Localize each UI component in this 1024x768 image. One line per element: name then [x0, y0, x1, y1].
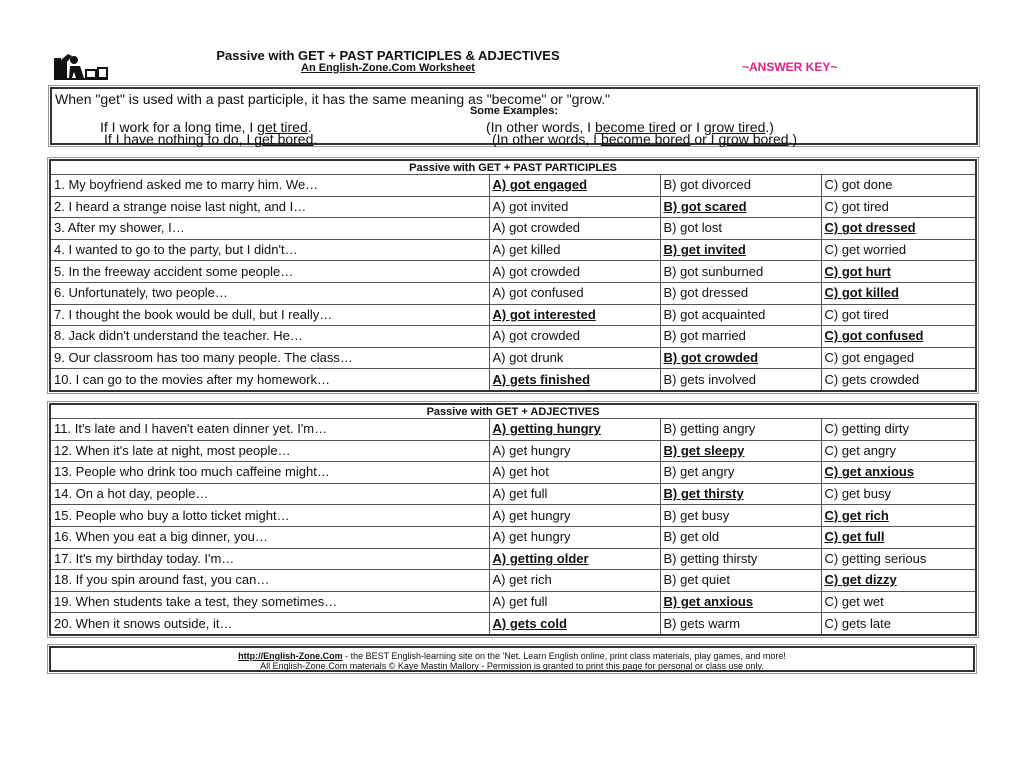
- option-c: C) get anxious: [821, 462, 976, 484]
- english-zone-logo: [52, 50, 110, 80]
- examples-heading: Some Examples:: [469, 105, 559, 117]
- question-text: 19. When students take a test, they sometimes…: [50, 591, 489, 613]
- question-row: [50, 304, 976, 326]
- option-b: B) get anxious: [660, 591, 821, 613]
- question-text: 2. I heard a strange noise last night, and I…: [50, 196, 489, 218]
- question-text: 1. My boyfriend asked me to marry him. We…: [50, 175, 489, 197]
- option-b: B) gets warm: [660, 613, 821, 635]
- site-link[interactable]: http://English-Zone.Com: [238, 651, 343, 661]
- section-heading: Passive with GET + ADJECTIVES: [50, 404, 976, 419]
- question-row: [50, 462, 976, 484]
- intro-box: [50, 87, 978, 145]
- question-row: [50, 175, 976, 197]
- question-text: 11. It's late and I haven't eaten dinner yet. I'm…: [50, 419, 489, 441]
- example-note-1: (In other words, I become tired or I grow tired.): [486, 119, 774, 135]
- section-heading: Passive with GET + PAST PARTICIPLES: [50, 160, 976, 175]
- intro-statement: When "get" is used with a past participle, it has the same meaning as "become" or "grow.": [55, 91, 611, 107]
- option-c: C) got killed: [821, 282, 976, 304]
- question-text: 12. When it's late at night, most people…: [50, 440, 489, 462]
- question-row: [50, 261, 976, 283]
- option-a: A) got crowded: [489, 261, 660, 283]
- question-text: 16. When you eat a big dinner, you…: [50, 526, 489, 548]
- option-b: B) get angry: [660, 462, 821, 484]
- question-row: [50, 419, 976, 441]
- option-a: A) get full: [489, 591, 660, 613]
- question-text: 14. On a hot day, people…: [50, 483, 489, 505]
- question-text: 8. Jack didn't understand the teacher. He…: [50, 326, 489, 348]
- option-a: A) got interested: [489, 304, 660, 326]
- option-c: C) got confused: [821, 326, 976, 348]
- option-c: C) getting serious: [821, 548, 976, 570]
- option-a: A) get hot: [489, 462, 660, 484]
- question-text: 6. Unfortunately, two people…: [50, 282, 489, 304]
- option-a: A) got crowded: [489, 326, 660, 348]
- option-c: C) got hurt: [821, 261, 976, 283]
- example-1: If I work for a long time, I get tired.: [100, 119, 312, 135]
- example-note-2: (In other words, I become bored or I grow bored.): [492, 131, 798, 147]
- option-a: A) got engaged: [489, 175, 660, 197]
- question-text: 3. After my shower, I…: [50, 218, 489, 240]
- question-row: [50, 369, 976, 391]
- option-b: B) getting thirsty: [660, 548, 821, 570]
- option-c: C) got dressed: [821, 218, 976, 240]
- example-2: If I have nothing to do, I get bored.: [104, 131, 318, 147]
- worksheet-subtitle: An English-Zone.Com Worksheet: [301, 62, 475, 74]
- option-b: B) get quiet: [660, 570, 821, 592]
- option-a: A) getting older: [489, 548, 660, 570]
- question-row: [50, 347, 976, 369]
- option-c: C) gets late: [821, 613, 976, 635]
- question-text: 15. People who buy a lotto ticket might…: [50, 505, 489, 527]
- option-a: A) gets cold: [489, 613, 660, 635]
- option-a: A) get full: [489, 483, 660, 505]
- answer-key-label: ~ANSWER KEY~: [742, 60, 838, 74]
- option-a: A) got confused: [489, 282, 660, 304]
- option-a: A) get hungry: [489, 505, 660, 527]
- question-row: [50, 196, 976, 218]
- option-b: B) got sunburned: [660, 261, 821, 283]
- adjectives-table: [49, 403, 977, 636]
- option-c: C) gets crowded: [821, 369, 976, 391]
- option-c: C) getting dirty: [821, 419, 976, 441]
- option-c: C) get worried: [821, 239, 976, 261]
- question-row: [50, 440, 976, 462]
- footer-line-2: All English-Zone.Com materials © Kaye Mastin Mallory - Permission is granted to print this page for personal or class use only.: [260, 661, 764, 671]
- option-c: C) get wet: [821, 591, 976, 613]
- option-b: B) gets involved: [660, 369, 821, 391]
- question-text: 17. It's my birthday today. I'm…: [50, 548, 489, 570]
- option-a: A) get rich: [489, 570, 660, 592]
- option-b: B) get old: [660, 526, 821, 548]
- question-text: 10. I can go to the movies after my homework…: [50, 369, 489, 391]
- option-c: C) get dizzy: [821, 570, 976, 592]
- option-b: B) got acquainted: [660, 304, 821, 326]
- footer: [49, 646, 975, 672]
- question-row: [50, 548, 976, 570]
- option-c: C) got tired: [821, 196, 976, 218]
- option-b: B) get sleepy: [660, 440, 821, 462]
- option-b: B) got married: [660, 326, 821, 348]
- question-row: [50, 526, 976, 548]
- option-b: B) got scared: [660, 196, 821, 218]
- option-b: B) get busy: [660, 505, 821, 527]
- option-b: B) got lost: [660, 218, 821, 240]
- question-row: [50, 326, 976, 348]
- question-row: [50, 483, 976, 505]
- option-c: C) got engaged: [821, 347, 976, 369]
- question-text: 7. I thought the book would be dull, but I really…: [50, 304, 489, 326]
- option-b: B) get thirsty: [660, 483, 821, 505]
- option-a: A) get hungry: [489, 440, 660, 462]
- worksheet-title: Passive with GET + PAST PARTICIPLES & ADJECTIVES: [216, 48, 560, 63]
- option-c: C) get full: [821, 526, 976, 548]
- question-row: [50, 570, 976, 592]
- question-row: [50, 282, 976, 304]
- question-text: 4. I wanted to go to the party, but I didn't…: [50, 239, 489, 261]
- option-b: B) get invited: [660, 239, 821, 261]
- option-a: A) got crowded: [489, 218, 660, 240]
- question-row: [50, 505, 976, 527]
- option-c: C) got done: [821, 175, 976, 197]
- question-text: 13. People who drink too much caffeine might…: [50, 462, 489, 484]
- question-row: [50, 591, 976, 613]
- option-b: B) got crowded: [660, 347, 821, 369]
- question-text: 20. When it snows outside, it…: [50, 613, 489, 635]
- option-a: A) got invited: [489, 196, 660, 218]
- question-text: 9. Our classroom has too many people. The class…: [50, 347, 489, 369]
- option-b: B) got dressed: [660, 282, 821, 304]
- footer-line-1: http://English-Zone.Com - the BEST English-learning site on the 'Net. Learn English online, print class materials, play games, and more!: [238, 651, 786, 661]
- question-row: [50, 613, 976, 635]
- question-text: 5. In the freeway accident some people…: [50, 261, 489, 283]
- option-b: B) got divorced: [660, 175, 821, 197]
- option-a: A) gets finished: [489, 369, 660, 391]
- option-b: B) getting angry: [660, 419, 821, 441]
- question-row: [50, 218, 976, 240]
- question-row: [50, 239, 976, 261]
- option-c: C) got tired: [821, 304, 976, 326]
- option-a: A) got drunk: [489, 347, 660, 369]
- option-c: C) get busy: [821, 483, 976, 505]
- option-a: A) get killed: [489, 239, 660, 261]
- option-a: A) get hungry: [489, 526, 660, 548]
- question-text: 18. If you spin around fast, you can…: [50, 570, 489, 592]
- past-participles-table: [49, 159, 977, 392]
- option-c: C) get angry: [821, 440, 976, 462]
- option-c: C) get rich: [821, 505, 976, 527]
- option-a: A) getting hungry: [489, 419, 660, 441]
